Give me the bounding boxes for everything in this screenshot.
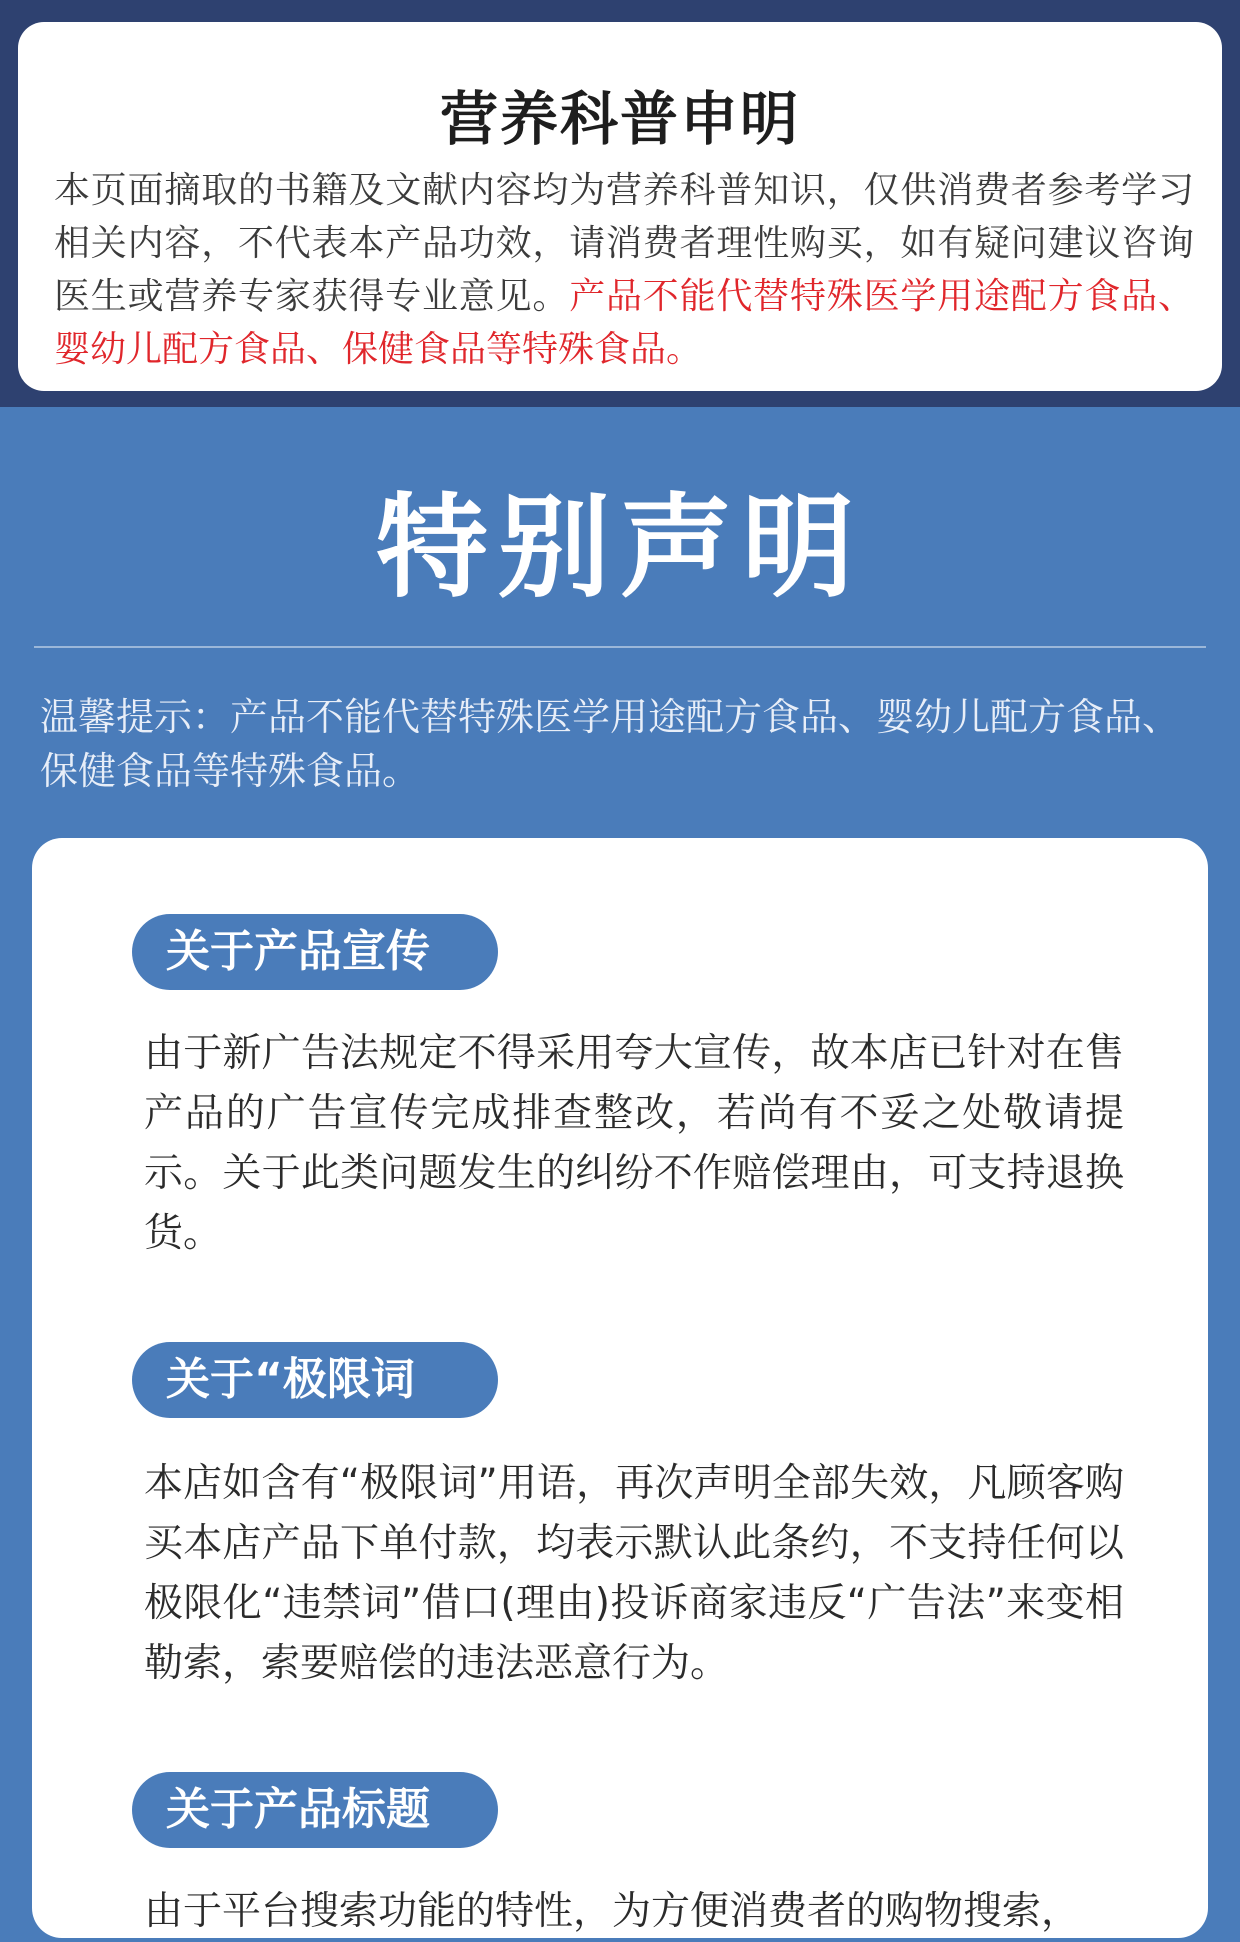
warm-tip-text: 温馨提示：产品不能代替特殊医学用途配方食品、婴幼儿配方食品、保健食品等特殊食品。 [40, 695, 1181, 793]
section-heading-promotion: 关于产品宣传 [132, 914, 498, 990]
section-heading-extreme-words: 关于“极限词 [132, 1342, 498, 1418]
section-text-promotion: 由于新广告法规定不得采用夸大宣传，故本店已针对在售产品的广告宣传完成排查整改，若尚有不妥之处敬请提示。关于此类问题发生的纠纷不作赔偿理由，可支持退换货。 [144, 1031, 1124, 1256]
special-statement-title: 特别声明 [376, 483, 864, 613]
section-text-extreme-words: 本店如含有“极限词”用语，再次声明全部失效，凡顾客购买本店产品下单付款，均表示默认此条约，不支持任何以极限化“违禁词”借口(理由)投诉商家违反“广告法”来变相勒索，索要赔偿的违法恶意行为。 [144, 1461, 1124, 1686]
nutrition-warning-text: 产品不能代替特殊医学用途配方食品、婴幼儿配方食品、保健食品等特殊食品。 [54, 276, 1194, 370]
nutrition-statement-card [18, 22, 1222, 391]
nutrition-statement-title: 营养科普申明 [439, 85, 800, 153]
nutrition-statement-body [54, 164, 1194, 376]
nutrition-statement-text: 本页面摘取的书籍及文献内容均为营养科普知识，仅供消费者参考学习相关内容，不代表本产品功效，请消费者理性购买，如有疑问建议咨询医生或营养专家获得专业意见。 [54, 170, 1194, 317]
section-text-product-title: 由于平台搜索功能的特性，为方便消费者的购物搜索， [144, 1889, 1081, 1934]
section-heading-product-title: 关于产品标题 [132, 1772, 498, 1848]
divider [34, 646, 1206, 648]
statement-card [32, 838, 1208, 1938]
